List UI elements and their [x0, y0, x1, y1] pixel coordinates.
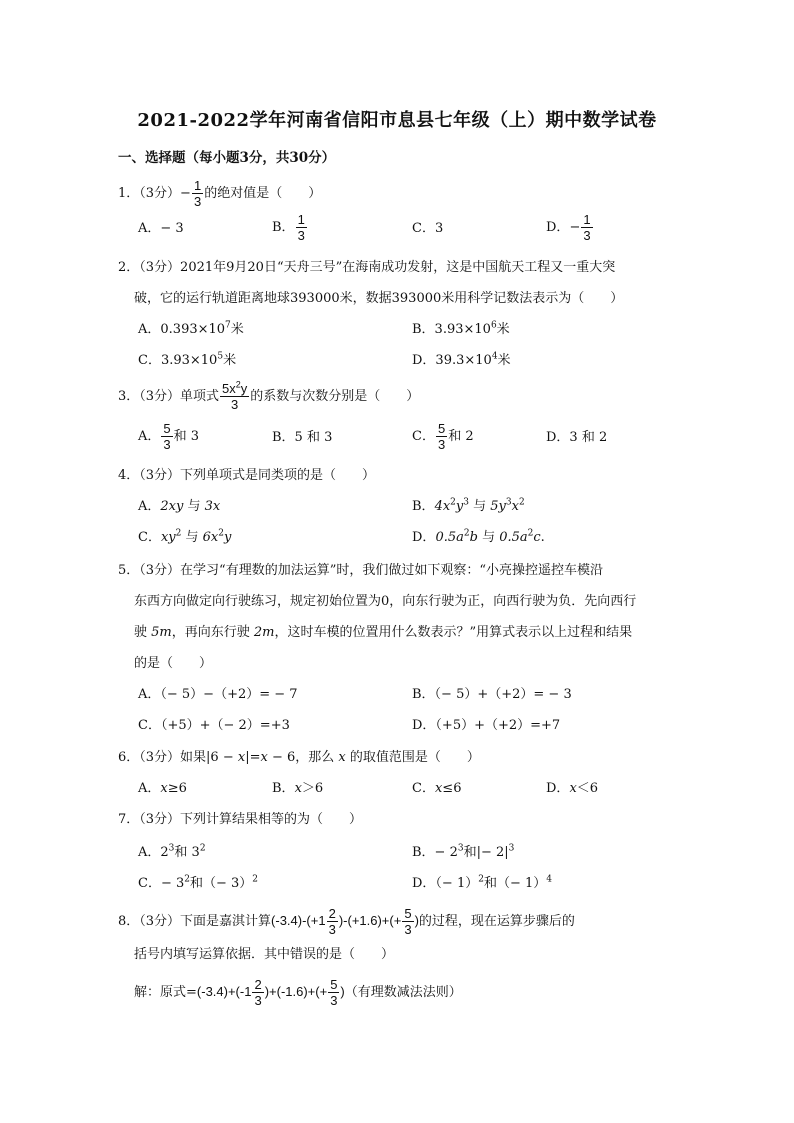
q5-option-b: B．（− 5）+（+2）= − 3	[412, 687, 572, 702]
section-heading: 一、选择题（每小题3分，共30分）	[118, 150, 336, 166]
q1-option-b: B． $\frac{1}{3}$	[272, 212, 305, 243]
q6-option-d: D．x＜6	[546, 781, 599, 796]
q1-option-a: A．− 3	[138, 221, 184, 236]
q4-option-b: B．$4x^2y^3$ 与 $5y^3x^2$	[412, 497, 525, 514]
question-6: 6．（3分）如果|6 − x|=x − 6，那么 x 的取值范围是（ ）	[118, 750, 480, 765]
q2-option-b: B．$3.93\times 10^6$米	[412, 320, 510, 337]
q1-option-c: C．3	[412, 221, 444, 236]
question-8-solution: 解：原式=(-3.4)+(-1 $\frac{2}{3}$ )+(-1.6)+(+ $\frac{5}{3}$ )（有理数减法法则）	[134, 977, 462, 1008]
q2-option-c: C．$3.93\times 10^5$米	[138, 351, 237, 368]
question-8-line-1: 8．（3分）下面是嘉淇计算(-3.4)-(+1 $\frac{2}{3}$ )-(+1.6)+(+ $\frac{5}{3}$ )的过程，现在运算步骤后的	[118, 906, 575, 937]
fraction: $\frac{1}{3}$	[193, 178, 202, 209]
question-5-line-2: 东西方向做定向行驶练习，规定初始位置为0，向东行驶为正，向西行驶为负．先向西行	[134, 594, 637, 609]
question-7: 7．（3分）下列计算结果相等的为（ ）	[118, 812, 363, 827]
question-5-line-4: 的是（ ）	[134, 656, 213, 671]
q4-option-c: C．$xy^2$ 与 $6x^2y$	[138, 528, 232, 545]
question-8-line-2: 括号内填写运算依据．其中错误的是（ ）	[134, 947, 395, 962]
q6-option-b: B．x＞6	[272, 781, 324, 796]
q2-option-a: A．$0.393\times 10^7$米	[138, 320, 244, 337]
question-4: 4．（3分）下列单项式是同类项的是（ ）	[118, 468, 376, 483]
q2-option-d: D．$39.3\times 10^4$米	[412, 351, 511, 368]
q3-option-d: D．3 和 2	[546, 430, 608, 445]
question-3: 3．（3分）单项式 $\frac{5x^2y}{3}$ 的系数与次数分别是（ ）	[118, 379, 420, 412]
q4-option-a: A．2xy 与 3x	[138, 499, 221, 514]
question-5-line-1: 5．（3分）在学习“有理数的加法运算”时，我们做过如下观察：“小亮操控遥控车模沿	[118, 563, 603, 578]
question-2-line-2: 破，它的运行轨道距离地球393000米，数据393000米用科学记数法表示为（ ）	[134, 291, 624, 306]
question-2-line-1: 2．（3分）2021年9月20日“天舟三号”在海南成功发射，这是中国航天工程又一重大突	[118, 260, 616, 275]
q7-option-b: B．− $2^3$和|− $2|^3$	[412, 843, 515, 860]
q3-option-a: A． $\frac{5}{3}$ 和 3	[138, 421, 200, 452]
q3-option-c: C． $\frac{5}{3}$ 和 2	[412, 421, 474, 452]
q5-option-d: D．（+5）+（+2）=+7	[412, 718, 561, 733]
q5-option-a: A．（− 5）−（+2）= − 7	[138, 687, 298, 702]
question-5-line-3: 驶 5m，再向东行驶 2m，这时车模的位置用什么数表示？”用算式表示以上过程和结果	[134, 625, 633, 640]
question-1: 1．（3分）− $\frac{1}{3}$ 的绝对值是（ ）	[118, 178, 322, 209]
q7-option-d: D．（− 1）$^2$和（− 1）$^4$	[412, 874, 552, 891]
page-title: 2021-2022学年河南省信阳市息县七年级（上）期中数学试卷	[137, 110, 657, 131]
q7-option-a: A．$2^3$和 $3^2$	[138, 843, 206, 860]
q5-option-c: C．（+5）+（− 2）=+3	[138, 718, 290, 733]
q3-option-b: B．5 和 3	[272, 430, 333, 445]
q4-option-d: D．$0.5a^2b$ 与 $0.5a^2c$.	[412, 528, 545, 545]
q1-option-d: D．− $\frac{1}{3}$	[546, 212, 591, 243]
q6-option-c: C．x≤6	[412, 781, 462, 796]
q7-option-c: C．− $3^2$和（− 3）$^2$	[138, 874, 259, 891]
q6-option-a: A．x≥6	[138, 781, 187, 796]
